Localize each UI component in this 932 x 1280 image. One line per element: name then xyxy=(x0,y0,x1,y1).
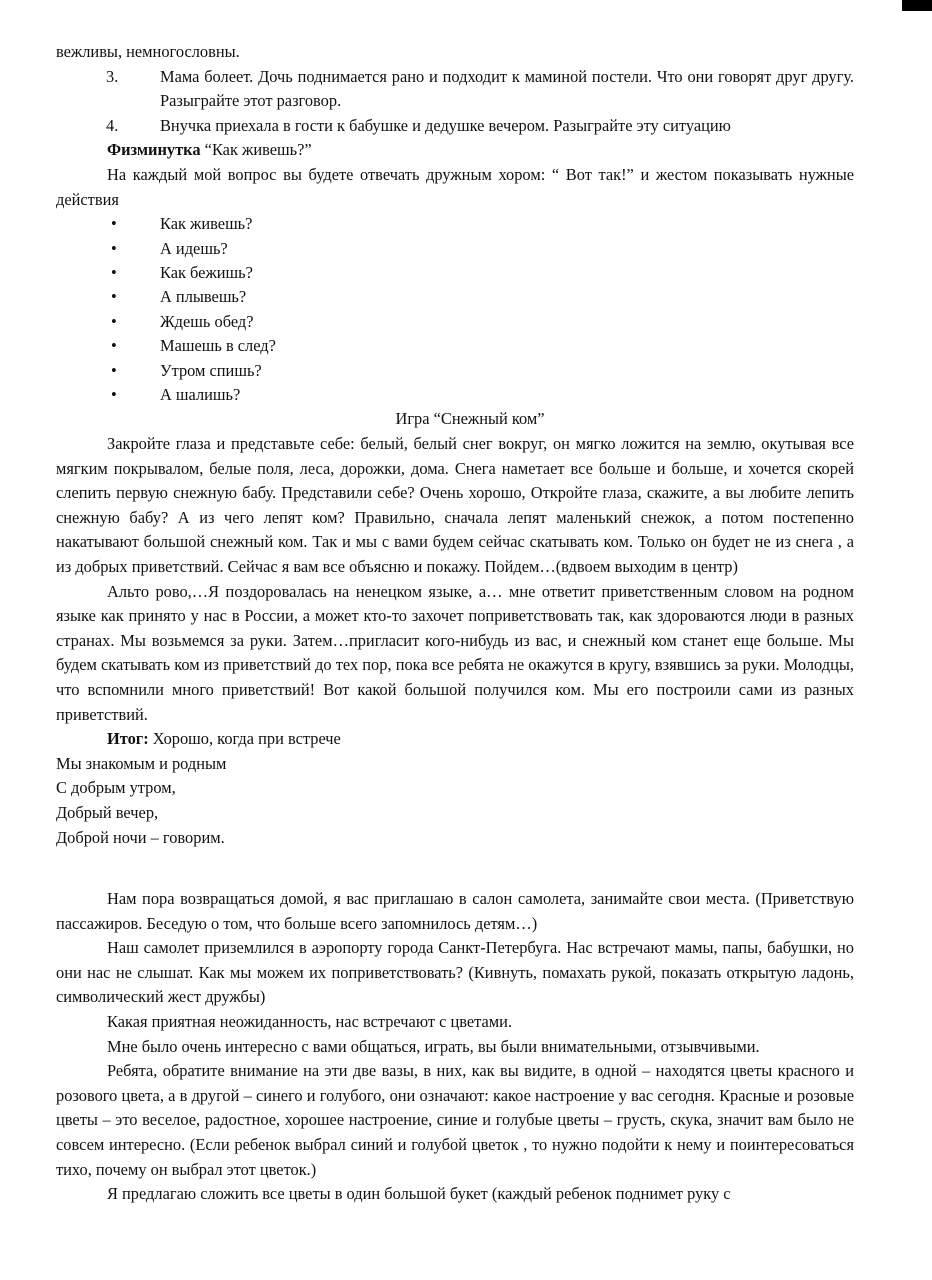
item-number: 3. xyxy=(106,66,119,86)
verse-line: Добрый вечер, xyxy=(56,802,159,822)
corner-scan-mark xyxy=(902,0,932,11)
bullet-icon: • xyxy=(111,287,117,307)
list-item-text: А идешь? xyxy=(160,238,228,258)
fizminutka-heading xyxy=(56,138,854,163)
bullet-icon: • xyxy=(111,262,117,282)
verse-line: Мы знакомым и родным xyxy=(56,753,227,773)
list-item xyxy=(56,359,854,383)
fizminutka-label: Физминутка xyxy=(107,140,201,160)
list-item-text: А плывешь? xyxy=(160,287,247,307)
bullet-icon: • xyxy=(111,214,117,234)
fizminutka-intro: На каждый мой вопрос вы будете отвечать дружным хором: “ Вот так!” и жестом показывать нужные действия xyxy=(56,164,854,209)
list-item xyxy=(56,334,854,358)
list-item-text: Машешь в след? xyxy=(160,336,276,356)
paragraph-flowers: Какая приятная неожиданность, нас встречают с цветами. xyxy=(107,1012,513,1032)
numbered-item-3 xyxy=(56,65,854,114)
blank-spacer xyxy=(56,850,854,887)
list-item xyxy=(56,237,854,261)
item-text: Мама болеет. Дочь поднимается рано и подходит к маминой постели. Что они говорят друг другу. Разыграйте этот разговор. xyxy=(160,66,854,111)
bullet-icon: • xyxy=(111,336,117,356)
paragraph-thanks: Мне было очень интересно с вами общаться, играть, вы были внимательными, отзывчивыми. xyxy=(107,1036,760,1056)
paragraph-landing: Наш самолет приземлился в аэропорту города Санкт-Петербуга. Нас встречают мамы, папы, бабушки, но они нас не слышат. Как мы можем их поприветствовать? (Кивнуть, помахать рукой, показать открытую ладонь, символический жест дружбы) xyxy=(56,938,854,1007)
verse-line: С добрым утром, xyxy=(56,778,176,798)
bullet-icon: • xyxy=(111,238,117,258)
bullet-icon: • xyxy=(111,385,117,404)
itog-text: Хорошо, когда при встрече xyxy=(148,729,341,749)
bullet-icon: • xyxy=(111,311,117,331)
fizminutka-title: “Как живешь?” xyxy=(200,140,312,160)
bullet-icon: • xyxy=(111,360,117,380)
list-item xyxy=(56,285,854,309)
list-item-text: Ждешь обед? xyxy=(160,311,254,331)
numbered-item-4 xyxy=(56,114,854,139)
document-page xyxy=(56,40,854,1207)
list-item xyxy=(56,212,854,236)
list-item xyxy=(56,383,854,407)
paragraph-bouquet: Я предлагаю сложить все цветы в один большой букет (каждый ребенок поднимет руку с xyxy=(107,1184,731,1204)
list-item-text: Как живешь? xyxy=(160,214,253,234)
itog-line xyxy=(56,727,854,752)
list-item xyxy=(56,261,854,285)
list-item xyxy=(56,310,854,334)
list-item-text: А шалишь? xyxy=(160,385,241,404)
verse-line: Доброй ночи – говорим. xyxy=(56,827,225,847)
bullet-list xyxy=(56,212,854,407)
text-line-continuation: вежливы, немногословны. xyxy=(56,42,240,61)
itog-label: Итог: xyxy=(107,729,149,749)
paragraph-plane: Нам пора возвращаться домой, я вас приглашаю в салон самолета, занимайте свои места. (Приветствую пассажиров. Беседую о том, что больше всего запомнилось детям…) xyxy=(56,889,854,933)
list-item-text: Как бежишь? xyxy=(160,262,253,282)
paragraph-vases: Ребята, обратите внимание на эти две вазы, в них, как вы видите, в одной – находятся цветы красного и розового цвета, а в другой – синего и голубого, они означают: какое настроение у вас сегодня. Красные и розовые цветы – это веселое, радостное, хорошее настроение, синие и голубые цветы – грусть, скука, значит вам было не совсем интересно. (Если ребенок выбрал синий и голубой цветок , то нужно подойти к нему и поинтересоваться тихо, почему он выбрал этот цветок.) xyxy=(56,1061,854,1179)
list-item-text: Утром спишь? xyxy=(160,360,262,380)
game-paragraph-2: Альто рово,…Я поздоровалась на ненецком языке, а… мне ответит приветственным словом на родном языке как принято у нас в России, а может кто-то захочет поприветствовать так, как здороваются люди в разных странах. Мы возьмемся за руки. Затем…пригласит кого-нибудь из вас, и снежный ком станет еще больше. Мы будем скатывать ком из приветствий до тех пор, пока все ребята не окажутся в кругу, взявшись за руки. Молодцы, что вспомнили много приветствий! Вот какой большой получился ком. Мы его построили сами из разных приветствий. xyxy=(56,581,854,724)
game-title: Игра “Снежный ком” xyxy=(395,409,545,429)
game-paragraph-1: Закройте глаза и представьте себе: белый, белый снег вокруг, он мягко ложится на землю, окутывая все мягким покрывалом, белые поля, леса, дорожки, дома. Снега наметает все больше и больше, и хочется скорей слепить первую снежную бабу. Представили себе? Очень хорошо, Откройте глаза, скажите, а вы любите лепить снежную бабу? А из чего лепят ком? Правильно, сначала лепят маленький снежок, а потом постепенно накатывают большой снежный ком. Так и мы с вами будем сейчас скатывать ком. Только он будет не из снега , а из добрых приветствий. Сейчас я вам все объясню и покажу. Пойдем…(вдвоем выходим в центр) xyxy=(56,434,854,576)
item-number: 4. xyxy=(106,115,119,135)
item-text: Внучка приехала в гости к бабушке и дедушке вечером. Разыграйте эту ситуацию xyxy=(160,115,731,135)
